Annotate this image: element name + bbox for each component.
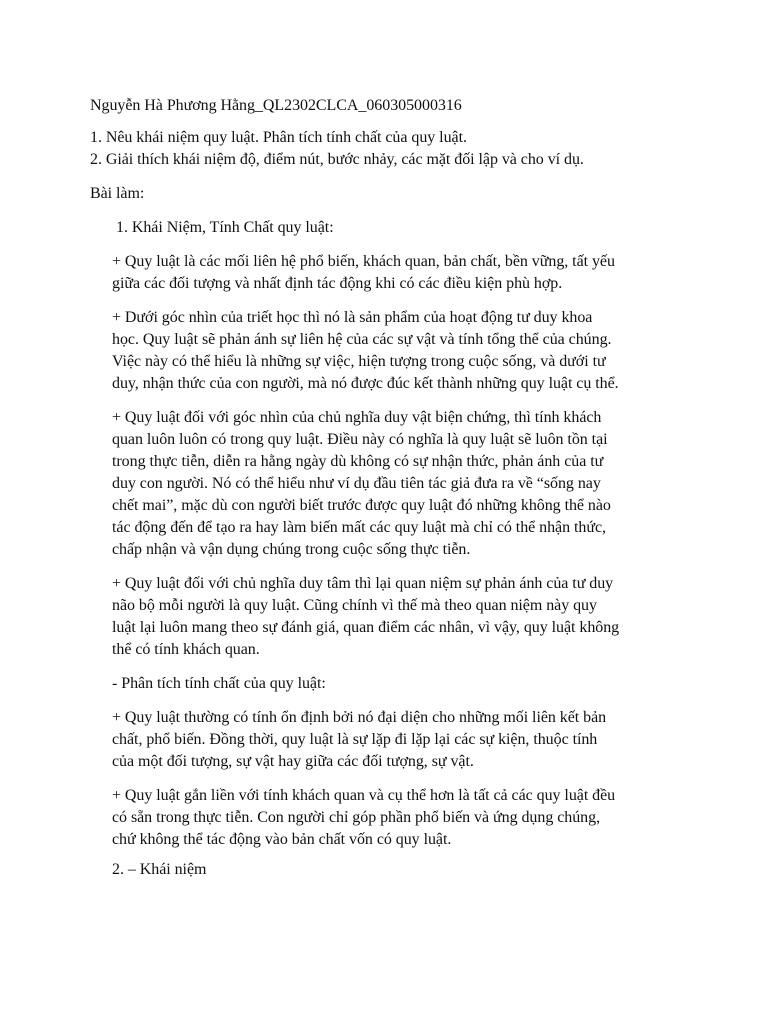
para-3-line: duy con người. Nó có thể hiểu như ví dụ đầu tiên tác giả đưa ra về “sống nay: [112, 475, 601, 492]
para-6-line: có sẵn trong thực tiễn. Con người chỉ góp phần phổ biến và ứng dụng chúng,: [112, 809, 601, 826]
section-2-heading: 2. – Khái niệm: [112, 861, 207, 878]
para-2-line: duy, nhận thức của con người, mà nó được đúc kết thành những quy luật cụ thể.: [112, 375, 619, 392]
para-1-line: + Quy luật là các mối liên hệ phổ biến, khách quan, bản chất, bền vững, tất yếu: [112, 253, 615, 270]
para-3-line: + Quy luật đối với góc nhìn của chủ nghĩa duy vật biện chứng, thì tính khách: [112, 409, 602, 426]
para-6-line: + Quy luật gắn liền với tính khách quan và cụ thể hơn là tất cả các quy luật đều: [112, 787, 616, 804]
question-2: 2. Giải thích khái niệm độ, điểm nút, bước nhảy, các mặt đối lập và cho ví dụ.: [90, 151, 584, 168]
para-5-line: chất, phổ biến. Đồng thời, quy luật là sự lặp đi lặp lại các sự kiện, thuộc tính: [112, 731, 598, 748]
para-3-line: trong thực tiễn, diễn ra hằng ngày dù không có sự nhận thức, phản ánh của tư: [112, 453, 604, 470]
para-2-line: học. Quy luật sẽ phản ánh sự liên hệ của các sự vật và tính tổng thể của chúng.: [112, 331, 612, 348]
section-1b-heading: - Phân tích tính chất của quy luật:: [112, 675, 326, 692]
para-5-line: của một đối tượng, sự vật hay giữa các đối tượng, sự vật.: [112, 753, 474, 770]
para-3-line: tác động đến để tạo ra hay làm biến mất các quy luật mà chỉ có thể nhận thức,: [112, 519, 606, 536]
bai-lam-label: Bài làm:: [90, 185, 145, 202]
para-3-line: quan luôn luôn có trong quy luật. Điều này có nghĩa là quy luật sẽ luôn tồn tại: [112, 431, 608, 448]
para-3-line: chết mai”, mặc dù con người biết trước được quy luật đó những không thể nào: [112, 497, 611, 514]
para-4-line: thể có tính khách quan.: [112, 641, 260, 658]
para-6-line: chứ không thể tác động vào bản chất vốn có quy luật.: [112, 831, 452, 848]
para-3-line: chấp nhận và vận dụng chúng trong cuộc sống thực tiễn.: [112, 541, 471, 558]
para-4-line: luật lại luôn mang theo sự đánh giá, quan điểm các nhân, vì vậy, quy luật không: [112, 619, 620, 636]
para-2-line: + Dưới góc nhìn của triết học thì nó là sản phẩm của hoạt động tư duy khoa: [112, 309, 593, 326]
para-2-line: Việc này có thể hiểu là những sự việc, hiện tượng trong cuộc sống, và dưới tư: [112, 353, 606, 370]
para-4-line: não bộ mỗi người là quy luật. Cũng chính vì thế mà theo quan niệm này quy: [112, 597, 597, 614]
author-header: Nguyễn Hà Phương Hằng_QL2302CLCA_060305000316: [90, 97, 462, 114]
para-5-line: + Quy luật thường có tính ổn định bởi nó đại diện cho những mối liên kết bản: [112, 709, 607, 726]
para-4-line: + Quy luật đối với chủ nghĩa duy tâm thì lại quan niệm sự phản ánh của tư duy: [112, 575, 614, 592]
para-1-line: giữa các đối tượng và nhất định tác động khi có các điều kiện phù hợp.: [112, 275, 563, 292]
section-1-heading: 1. Khái Niệm, Tính Chất quy luật:: [116, 219, 334, 236]
question-1: 1. Nêu khái niệm quy luật. Phân tích tính chất của quy luật.: [90, 129, 467, 146]
